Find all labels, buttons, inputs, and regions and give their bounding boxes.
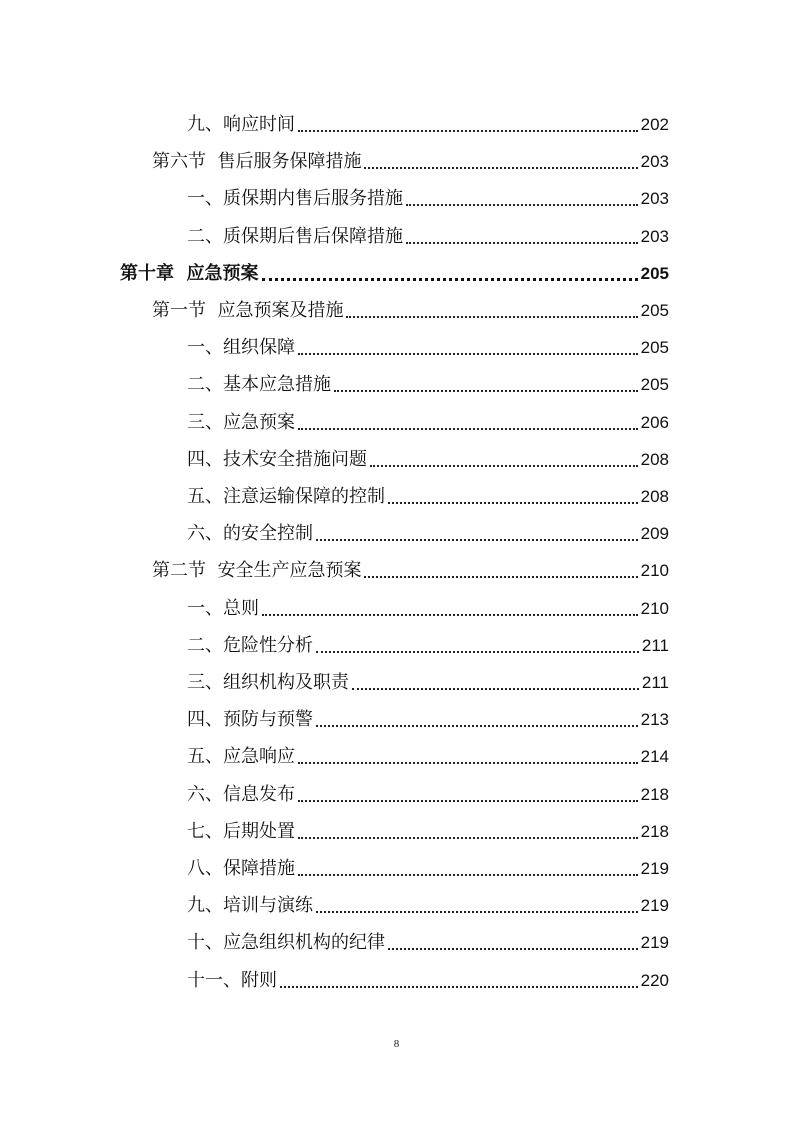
dot-leader <box>316 899 638 913</box>
toc-entry-page: 219 <box>640 933 669 952</box>
toc-entry-title: 九、培训与演练 <box>187 895 313 916</box>
dot-leader <box>298 416 638 430</box>
toc-entry-title: 第一节 应急预案及措施 <box>152 300 344 321</box>
toc-entry-title: 七、后期处置 <box>187 821 295 842</box>
toc-entry[interactable] <box>187 218 669 248</box>
toc-entry[interactable] <box>187 776 669 806</box>
dot-leader <box>298 341 638 355</box>
toc-entry[interactable] <box>187 478 669 508</box>
toc-entry-page: 219 <box>640 859 669 878</box>
toc-entry-title: 六、信息发布 <box>187 784 295 805</box>
toc-entry[interactable] <box>187 850 669 880</box>
toc-entry[interactable] <box>187 701 669 731</box>
toc-entry-title: 一、总则 <box>187 598 259 619</box>
toc-entry[interactable] <box>187 366 669 396</box>
toc-entry-title: 九、响应时间 <box>187 114 295 135</box>
toc-entry-page: 210 <box>640 561 669 580</box>
toc-entry-title: 一、质保期内售后服务措施 <box>187 188 403 209</box>
toc-entry-title: 一、组织保障 <box>187 337 295 358</box>
toc-entry-page: 214 <box>640 747 669 766</box>
toc-entry-page: 218 <box>640 785 669 804</box>
toc-entry-page: 205 <box>640 375 669 394</box>
dot-leader <box>298 862 638 876</box>
toc-entry[interactable] <box>187 924 669 954</box>
toc-entry-page: 213 <box>640 710 669 729</box>
toc-entry[interactable] <box>187 738 669 768</box>
toc-entry-page: 208 <box>640 487 669 506</box>
toc-entry-page: 209 <box>640 524 669 543</box>
dot-leader <box>298 118 638 132</box>
dot-leader <box>280 974 638 988</box>
dot-leader <box>406 230 638 244</box>
toc-entry-page: 205 <box>640 338 669 357</box>
toc-entry-page: 203 <box>640 227 669 246</box>
toc-entry[interactable] <box>187 106 669 136</box>
dot-leader <box>316 527 638 541</box>
toc-entry-title: 十、应急组织机构的纪律 <box>187 932 385 953</box>
toc-entry-title: 四、技术安全措施问题 <box>187 449 367 470</box>
toc-entry-page: 205 <box>640 301 669 320</box>
toc-entry[interactable] <box>187 590 669 620</box>
toc-entry-title: 五、应急响应 <box>187 746 295 767</box>
toc-entry[interactable] <box>187 515 669 545</box>
page-number: 8 <box>393 1038 400 1050</box>
toc-entry[interactable] <box>187 329 669 359</box>
toc-entry[interactable] <box>187 887 669 917</box>
toc-entry[interactable] <box>187 664 669 694</box>
toc-entry[interactable] <box>152 552 669 582</box>
toc-entry-page: 218 <box>640 822 669 841</box>
toc-entry[interactable] <box>187 627 669 657</box>
toc-entry-title: 二、危险性分析 <box>187 635 313 656</box>
dot-leader <box>406 192 638 206</box>
dot-leader <box>316 713 638 727</box>
dot-leader <box>352 676 639 690</box>
toc-entry-page: 203 <box>640 189 669 208</box>
toc-entry-page: 211 <box>641 636 669 655</box>
toc-entry-title: 四、预防与预警 <box>187 709 313 730</box>
dot-leader <box>334 378 638 392</box>
toc-entry[interactable] <box>187 441 669 471</box>
dot-leader <box>364 155 637 169</box>
dot-leader <box>364 564 637 578</box>
toc-entry-page: 208 <box>640 450 669 469</box>
toc-entry-title: 五、注意运输保障的控制 <box>187 486 385 507</box>
toc-entry-title: 第二节 安全生产应急预案 <box>152 560 362 581</box>
toc-entry-page: 203 <box>640 152 669 171</box>
toc-entry-title: 三、应急预案 <box>187 412 295 433</box>
toc-entry-page: 211 <box>641 673 669 692</box>
toc-entry[interactable] <box>187 962 669 992</box>
dot-leader <box>262 602 638 616</box>
toc-entry-title: 第十章 应急预案 <box>120 263 259 284</box>
dot-leader <box>262 266 638 281</box>
toc-entry[interactable] <box>187 813 669 843</box>
dot-leader <box>298 750 638 764</box>
dot-leader <box>388 936 638 950</box>
toc-entry-title: 二、质保期后售后保障措施 <box>187 226 403 247</box>
toc-entry-title: 第六节 售后服务保障措施 <box>152 151 362 172</box>
toc-entry[interactable] <box>152 292 669 322</box>
toc-entry-page: 220 <box>640 971 669 990</box>
toc-entry-page: 219 <box>640 896 669 915</box>
toc-entry[interactable] <box>152 143 669 173</box>
toc-entry-page: 205 <box>640 264 669 283</box>
dot-leader <box>316 639 639 653</box>
toc-entry-title: 三、组织机构及职责 <box>187 672 349 693</box>
dot-leader <box>370 453 638 467</box>
dot-leader <box>388 490 638 504</box>
toc-entry-title: 十一、附则 <box>187 970 277 991</box>
toc-entry[interactable] <box>120 255 669 285</box>
toc-entry-title: 八、保障措施 <box>187 858 295 879</box>
toc-entry-page: 202 <box>640 115 669 134</box>
toc-entry-title: 六、的安全控制 <box>187 523 313 544</box>
dot-leader <box>298 788 638 802</box>
toc-entry-title: 二、基本应急措施 <box>187 374 331 395</box>
toc-entry-page: 206 <box>640 413 669 432</box>
toc-entry-page: 210 <box>640 599 669 618</box>
dot-leader <box>298 825 638 839</box>
toc-entry[interactable] <box>187 404 669 434</box>
toc-entry[interactable] <box>187 180 669 210</box>
dot-leader <box>346 304 637 318</box>
